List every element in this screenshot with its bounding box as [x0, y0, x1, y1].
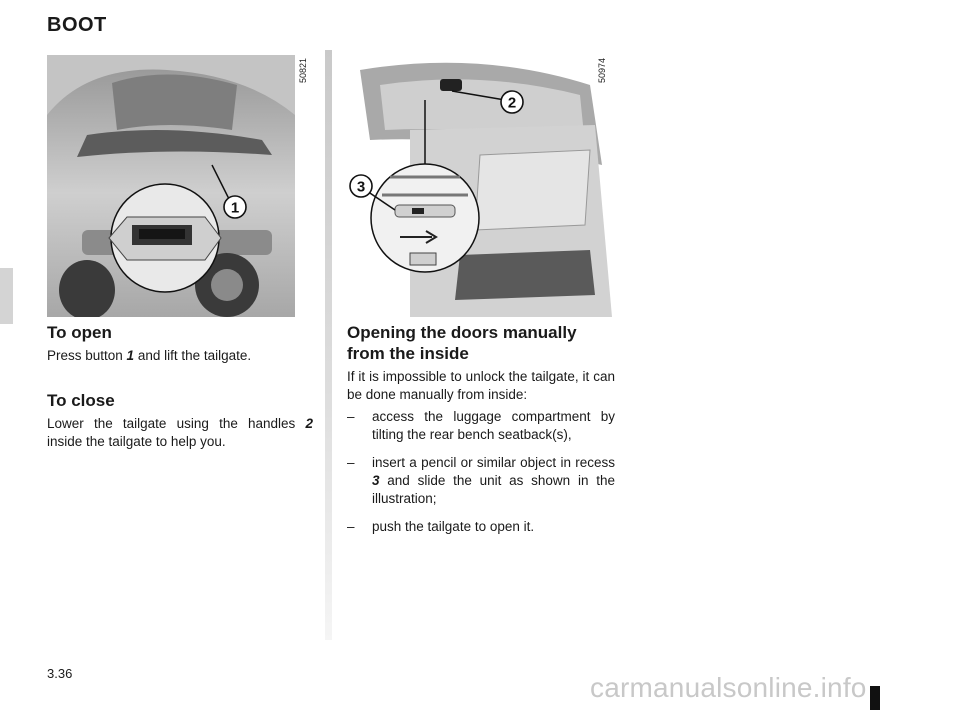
page-number: 3.36: [47, 666, 73, 681]
to-close-heading: To close: [47, 391, 115, 410]
callout-1: 1: [230, 199, 240, 217]
section-tab: [0, 268, 13, 324]
to-open-text: Press button 1 and lift the tailgate.: [47, 348, 252, 363]
ref-1: 1: [126, 348, 135, 363]
figure-code-right: 50974: [597, 58, 607, 84]
list-item: – access the luggage compartment by tilting the rear bench seatback(s),: [347, 409, 615, 442]
callout-2: 2: [507, 94, 517, 112]
to-open-heading: To open: [47, 323, 112, 342]
manual-open-intro: If it is impossible to unlock the tailgate, it can be done manually from inside:: [347, 369, 615, 402]
rear-vehicle-illustration: [47, 55, 295, 317]
watermark: carmanualsonline.info: [590, 672, 867, 703]
open-tailgate-illustration: [340, 55, 612, 317]
manual-open-steps: [347, 408, 615, 546]
callout-3: 3: [356, 178, 366, 196]
figure-code-left: 50821: [298, 58, 308, 84]
page-title: BOOT: [47, 14, 107, 36]
column-divider: [325, 50, 332, 640]
ref-2: 2: [305, 416, 313, 431]
list-item: – insert a pencil or similar object in recess 3 and slide the unit as shown in the illustration;: [347, 455, 615, 506]
page-corner-mark: [870, 686, 880, 710]
list-item: – push the tailgate to open it.: [347, 519, 535, 534]
ref-3: 3: [372, 473, 380, 488]
to-close-text: Lower the tailgate using the handles 2 inside the tailgate to help you.: [47, 416, 313, 449]
manual-open-heading: Opening the doors manually from the inside: [347, 323, 577, 363]
